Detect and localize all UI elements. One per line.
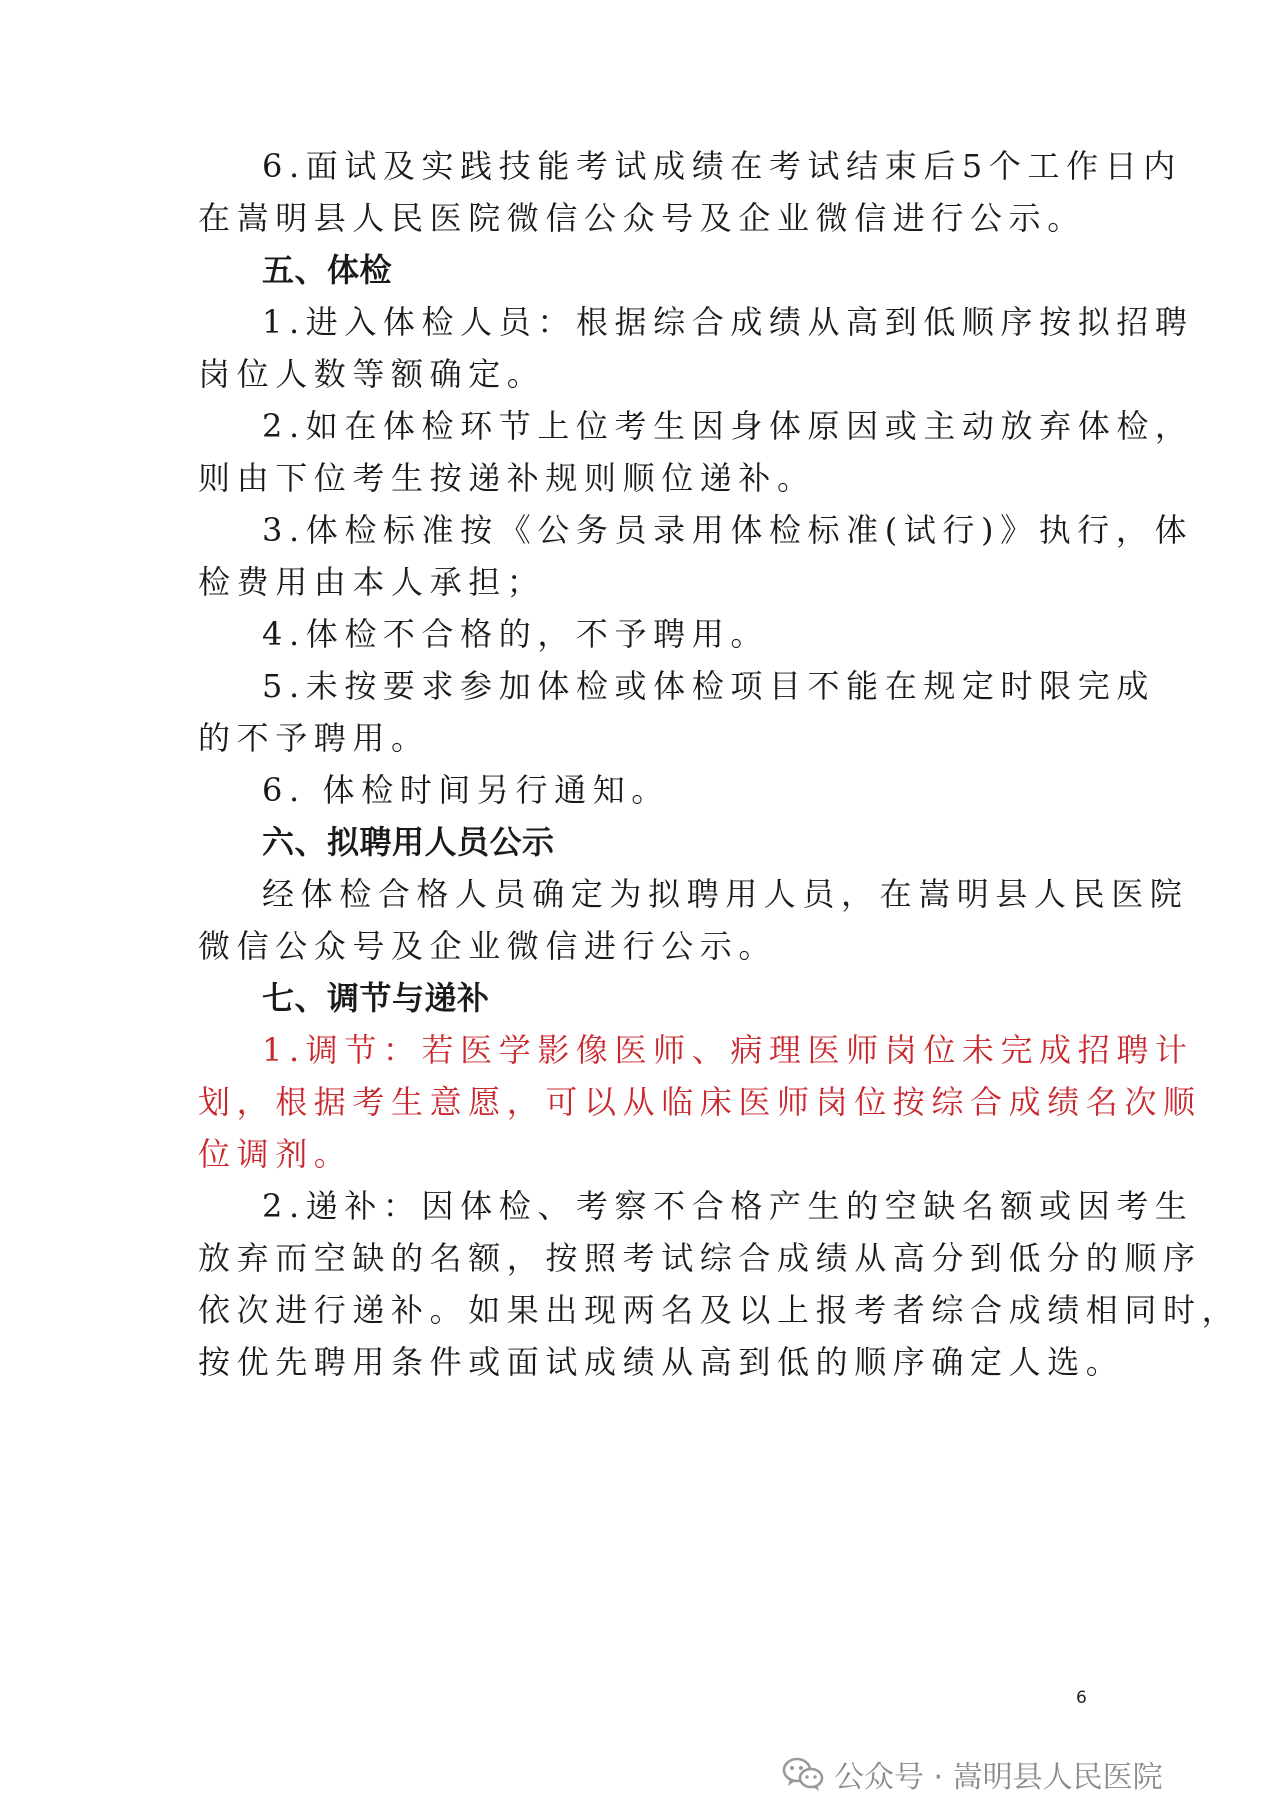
paragraph-line: 6.面试及实践技能考试成绩在考试结束后5个工作日内 [262,147,1182,185]
paragraph-line: 5.未按要求参加体检或体检项目不能在规定时限完成 [262,667,1155,705]
section-heading-physical-exam: 五、体检 [262,251,393,289]
wechat-icon [782,1756,824,1792]
paragraph-line: 则由下位考生按递补规则顺位递补。 [198,459,816,497]
paragraph-line: 岗位人数等额确定。 [198,355,546,393]
paragraph-line: 微信公众号及企业微信进行公示。 [198,927,778,965]
paragraph-line: 在嵩明县人民医院微信公众号及企业微信进行公示。 [198,199,1086,237]
paragraph-line: 1.进入体检人员：根据综合成绩从高到低顺序按拟招聘 [262,303,1194,341]
paragraph-line: 2.递补：因体检、考察不合格产生的空缺名额或因考生 [262,1187,1194,1225]
wechat-watermark [782,1754,1163,1794]
paragraph-line: 3.体检标准按《公务员录用体检标准(试行)》执行，体 [262,511,1194,549]
page-number: 6 [1076,1688,1087,1708]
watermark-label: 公众号 · 嵩明县人民医院 [834,1760,1163,1795]
paragraph-line: 4.体检不合格的，不予聘用。 [262,615,769,653]
highlighted-paragraph-line: 划，根据考生意愿，可以从临床医师岗位按综合成绩名次顺 [198,1083,1202,1121]
paragraph-line: 检费用由本人承担； [198,563,546,601]
paragraph-line: 按优先聘用条件或面试成绩从高到低的顺序确定人选。 [198,1343,1125,1381]
section-heading-adjustment: 七、调节与递补 [262,979,490,1017]
paragraph-line: 依次进行递补。如果出现两名及以上报考者综合成绩相同时， [198,1291,1241,1329]
paragraph-line: 的不予聘用。 [198,719,430,757]
section-heading-candidate-notice: 六、拟聘用人员公示 [262,823,555,861]
paragraph-line: 经体检合格人员确定为拟聘用人员，在嵩明县人民医院 [262,875,1189,913]
highlighted-paragraph-line: 1.调节：若医学影像医师、病理医师岗位未完成招聘计 [262,1031,1194,1069]
paragraph-line: 放弃而空缺的名额，按照考试综合成绩从高分到低分的顺序 [198,1239,1202,1277]
paragraph-line: 6. 体检时间另行通知。 [262,771,670,809]
highlighted-paragraph-line: 位调剂。 [198,1135,353,1173]
paragraph-line: 2.如在体检环节上位考生因身体原因或主动放弃体检， [262,407,1194,445]
